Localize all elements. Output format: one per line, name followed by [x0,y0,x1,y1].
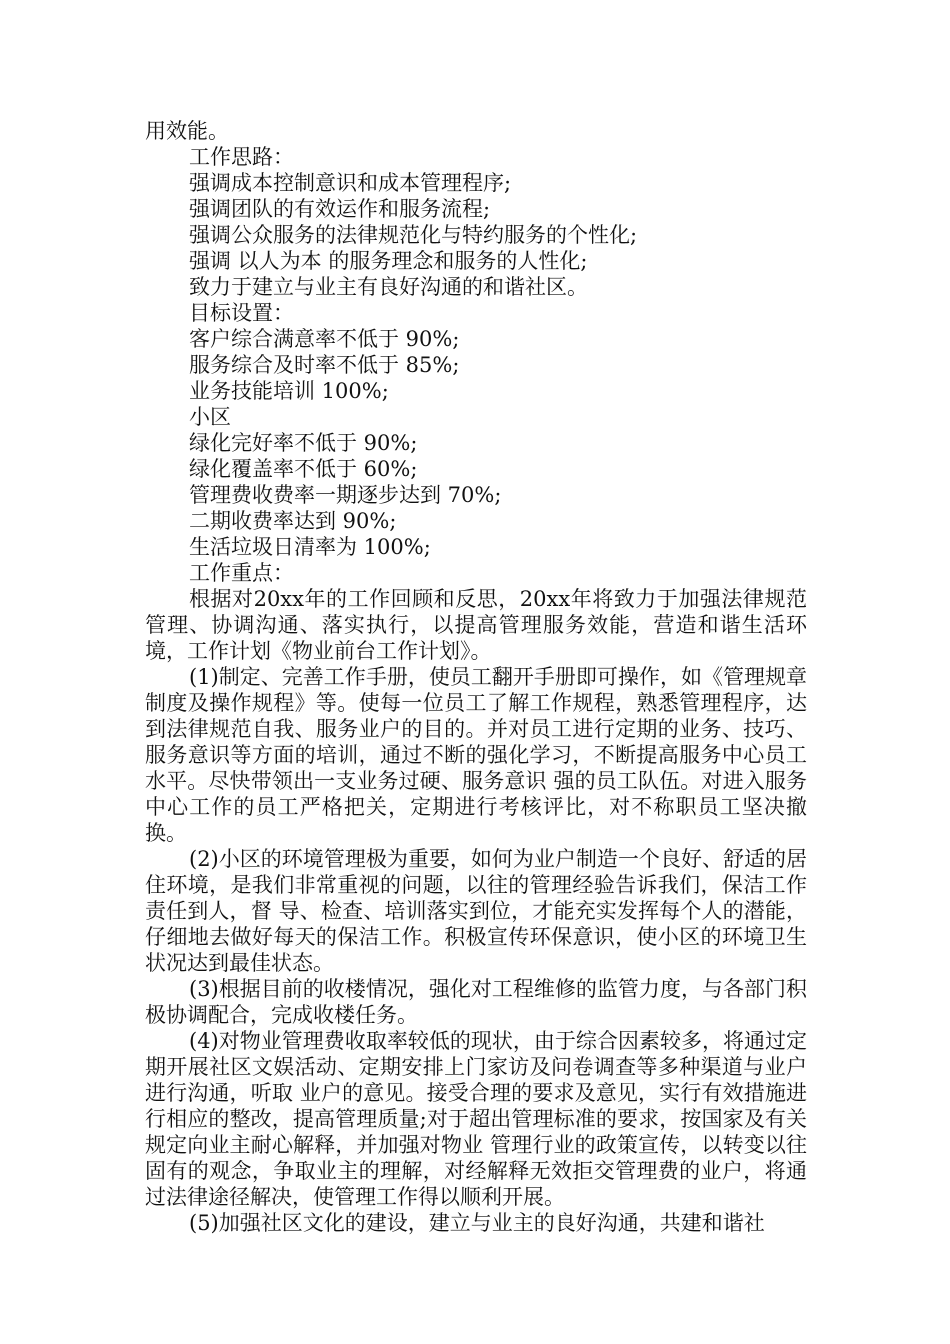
paragraph-item-4: (4)对物业管理费收取率较低的现状，由于综合因素较多，将通过定期开展社区文娱活动、定期安排上门家访及问卷调查等多种渠道与业户进行沟通，听取 业户的意见。接受合理的要求及意见，实行有效措施进行相应的整改，提高管理质量;对于超出管理标准的要求，按国家及有关规定向业主耐心解释，并加强对物业 管理行业的政策宣传，以转变以往固有的观念，争取业主的理解，对经解释无效拒交管理费的业户，将通过法律途径解决，使管理工作得以顺利开展。 [145,1029,807,1209]
paragraph-item-1: (1)制定、完善工作手册，使员工翻开手册即可操作，如《管理规章制度及操作规程》等。使每一位员工了解工作规程，熟悉管理程序，达到法律规范自我、服务业户的目的。并对员工进行定期的业务、技巧、服务意识等方面的培训，通过不断的强化学习，不断提高服务中心员工水平。尽快带领出一支业务过硬、服务意识 强的员工队伍。对进入服务中心工作的员工严格把关，定期进行考核评比，对不称职员工坚决撤换。 [145,665,807,845]
paragraph-item-3: (3)根据目前的收楼情况，强化对工程维修的监管力度，与各部门积极协调配合，完成收楼任务。 [145,977,807,1027]
list-line: 二期收费率达到 90%; [189,509,397,533]
paragraph-intro: 根据对20xx年的工作回顾和反思，20xx年将致力于加强法律规范管理、协调沟通、落实执行，以提高管理服务效能，营造和谐生活环境，工作计划《物业前台工作计划》。 [145,587,807,663]
list-line: 客户综合满意率不低于 90%; [189,327,460,351]
list-line: 强调团队的有效运作和服务流程; [189,197,491,221]
list-line: 强调 以人为本 的服务理念和服务的人性化; [189,249,588,273]
list-line: 强调成本控制意识和成本管理程序; [189,171,512,195]
list-line: 服务综合及时率不低于 85%; [189,353,460,377]
paragraph-item-5: (5)加强社区文化的建设，建立与业主的良好沟通，共建和谐社 [189,1211,765,1235]
list-line: 绿化覆盖率不低于 60%; [189,457,418,481]
list-line: 小区 [189,405,231,429]
list-line: 管理费收费率一期逐步达到 70%; [189,483,502,507]
heading-targets: 目标设置： [189,301,294,325]
heading-work-focus: 工作重点： [189,561,294,585]
list-line: 业务技能培训 100%; [189,379,389,403]
document-page [145,118,807,1236]
paragraph-item-2: (2)小区的环境管理极为重要，如何为业户制造一个良好、舒适的居住环境，是我们非常重视的问题，以往的管理经验告诉我们，保洁工作责任到人，督 导、检查、培训落实到位，才能充实发挥每个人的潜能，仔细地去做好每天的保洁工作。积极宣传环保意识，使小区的环境卫生状况达到最佳状态。 [145,847,807,975]
list-line: 绿化完好率不低于 90%; [189,431,418,455]
list-line: 生活垃圾日清率为 100%; [189,535,431,559]
list-line: 强调公众服务的法律规范化与特约服务的个性化; [189,223,638,247]
heading-work-ideas: 工作思路： [189,145,294,169]
list-line: 致力于建立与业主有良好沟通的和谐社区。 [189,275,588,299]
opening-line: 用效能。 [145,119,229,143]
